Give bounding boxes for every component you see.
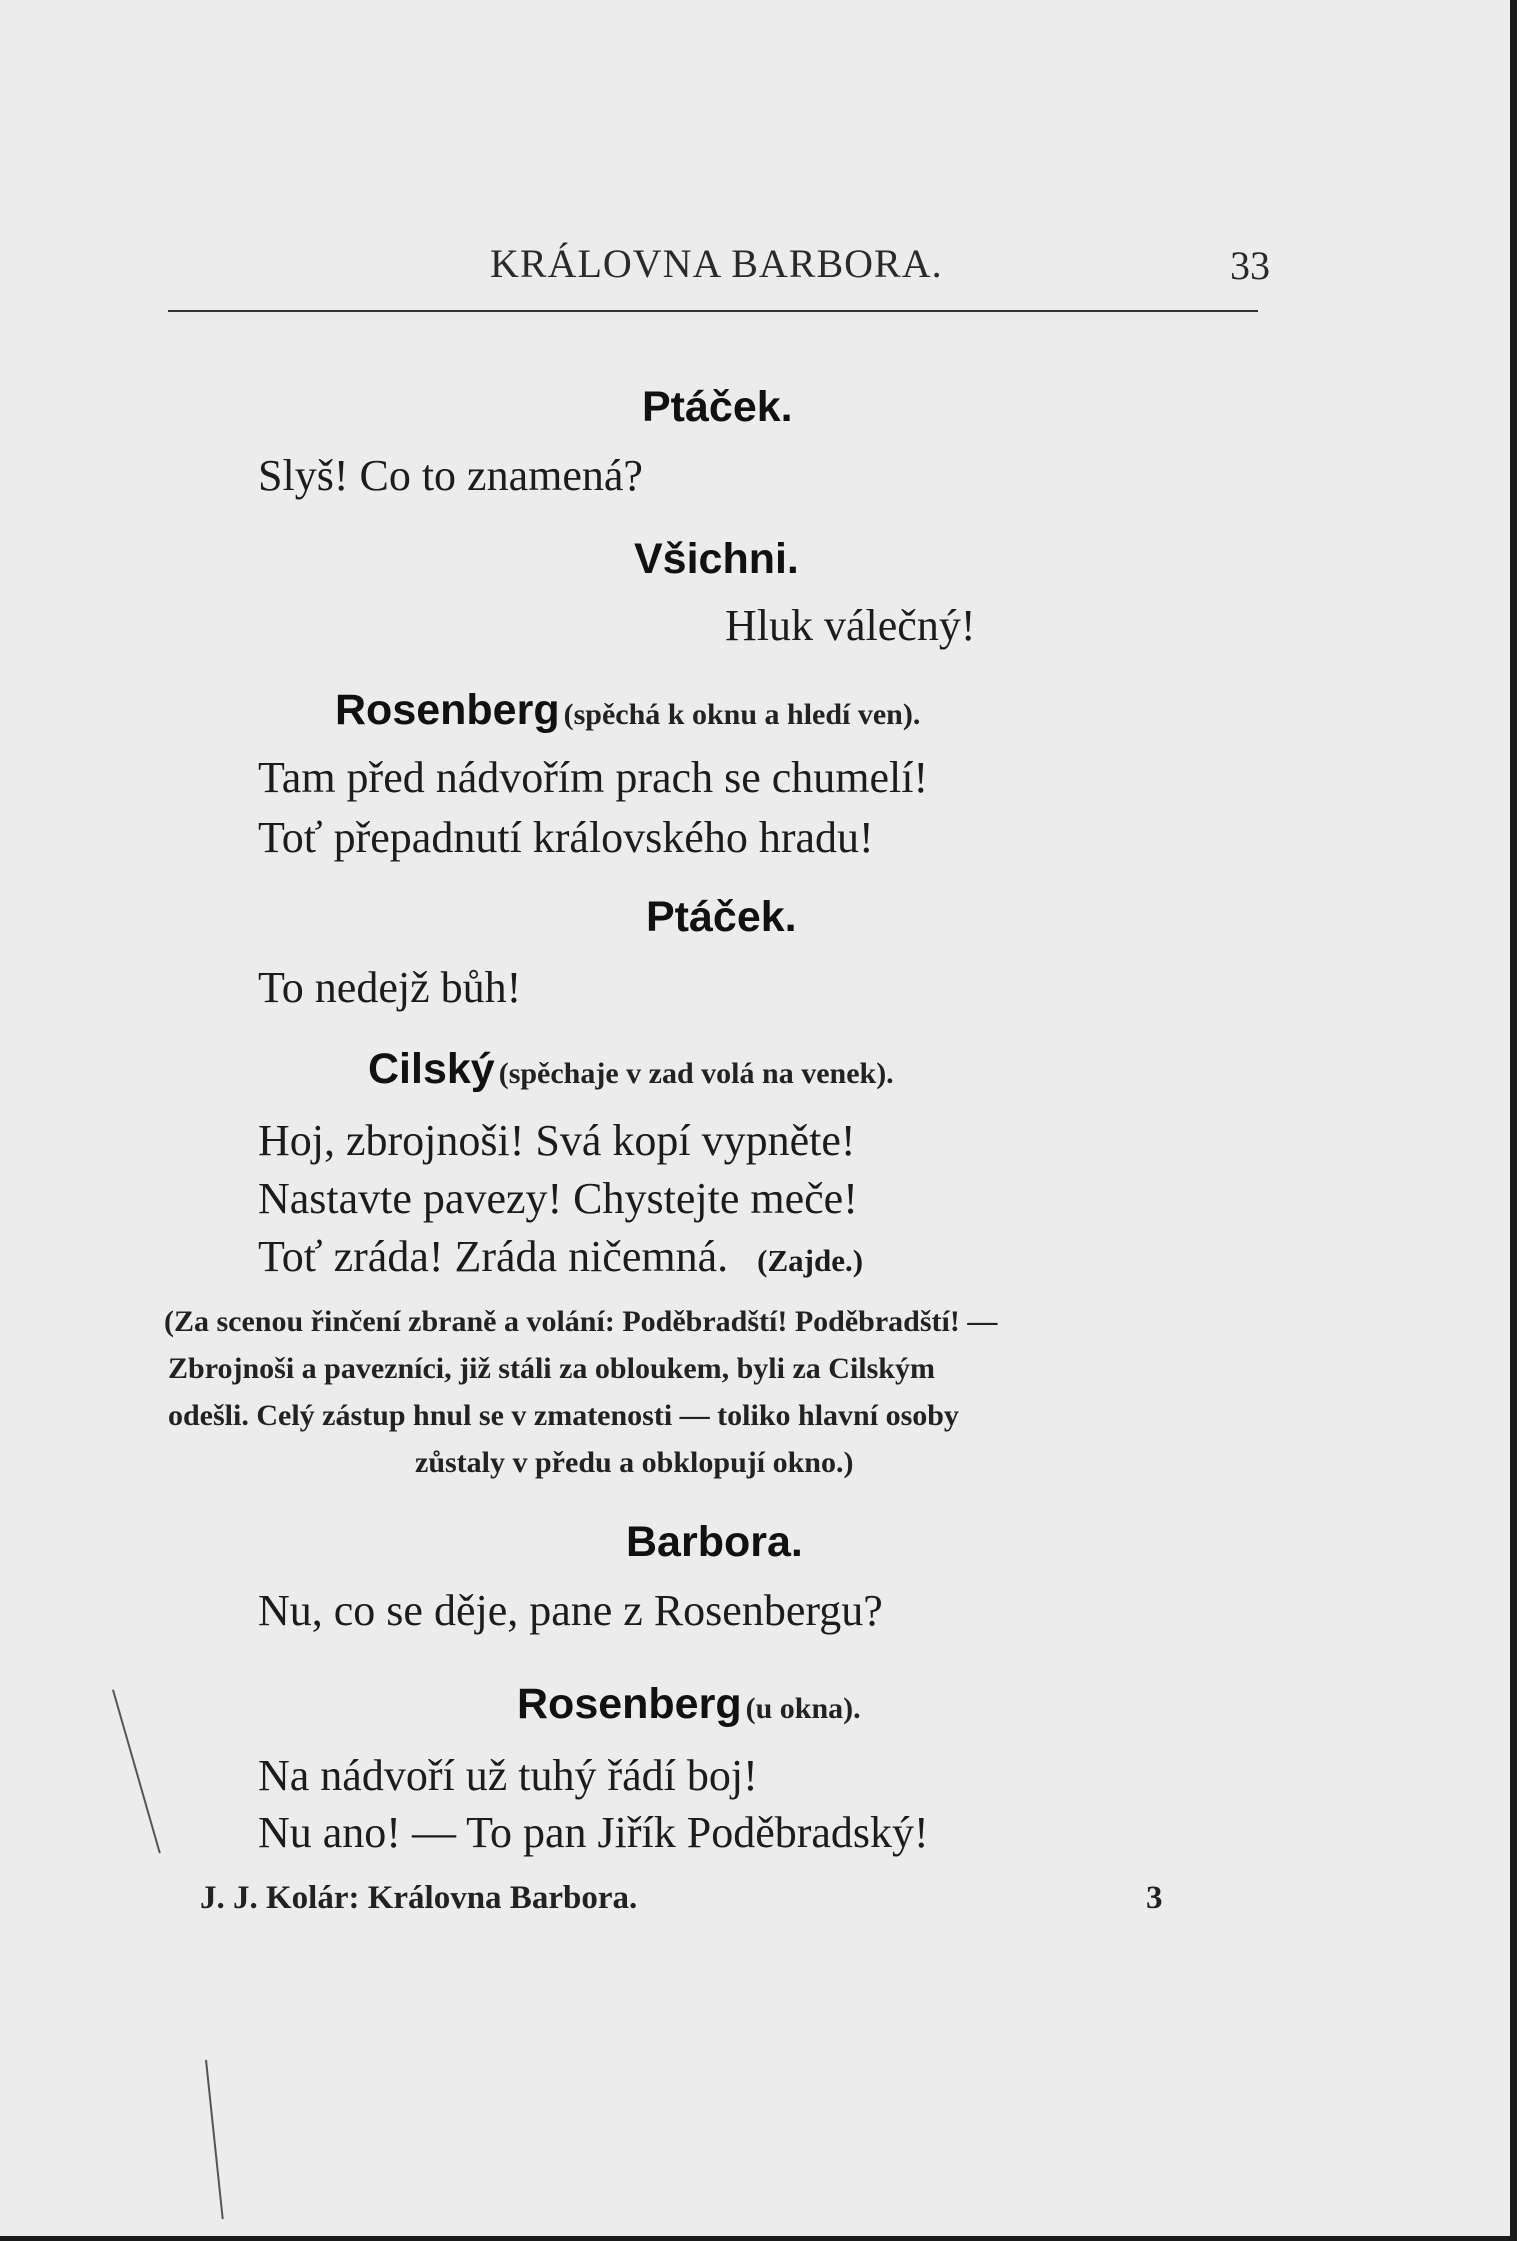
scan-artifact-line [205, 2060, 224, 2219]
speaker-name: Rosenberg [335, 686, 560, 734]
speaker-name: Všichni. [634, 535, 799, 583]
stage-direction: (spěchá k oknu a hledí ven). [563, 698, 921, 731]
speaker-name: Ptáček. [642, 383, 793, 431]
header-rule [168, 310, 1258, 312]
stage-direction-line: odešli. Celý zástup hnul se v zmatenosti — toliko hlavní osoby [168, 1399, 959, 1432]
verse-line: Hoj, zbrojnoši! Svá kopí vypněte! [258, 1116, 856, 1165]
verse-line: Nu, co se děje, pane z Rosenbergu? [258, 1586, 883, 1635]
verse-line: Slyš! Co to znamená? [258, 451, 643, 500]
running-header-title: KRÁLOVNA BARBORA. [490, 241, 943, 286]
stage-direction-line: zůstaly v předu a obklopují okno.) [415, 1446, 854, 1479]
page-number: 33 [1230, 243, 1270, 288]
verse-line: Hluk válečný! [725, 601, 976, 650]
verse-line: Nu ano! — To pan Jiřík Poděbradský! [258, 1808, 929, 1857]
verse-line: Tam před nádvořím prach se chumelí! [258, 753, 929, 802]
verse-line: Na nádvoří už tuhý řádí boj! [258, 1751, 758, 1800]
stage-direction-line: Zbrojnoši a pavezníci, již stáli za obloukem, byli za Cilským [168, 1352, 935, 1385]
speaker-heading [335, 686, 920, 735]
sheet-number: 3 [1146, 1880, 1163, 1916]
stage-direction: (spěchaje v zad volá na venek). [498, 1057, 894, 1090]
verse-line: To nedejž bůh! [258, 963, 522, 1012]
printer-signature: J. J. Kolár: Královna Barbora. [200, 1880, 638, 1916]
verse-line [258, 1231, 863, 1282]
verse-line: Toť přepadnutí královského hradu! [258, 813, 874, 862]
speaker-heading [517, 1680, 861, 1729]
speaker-name: Ptáček. [646, 893, 797, 941]
speaker-name: Cilský [368, 1045, 495, 1093]
stage-direction-line: (Za scenou řinčení zbraně a volání: Poděbradští! Poděbradští! — [164, 1305, 998, 1338]
stage-direction: (Zajde.) [757, 1243, 864, 1278]
stage-direction: (u okna). [745, 1692, 861, 1725]
scan-artifact-line [112, 1689, 161, 1853]
speaker-name: Barbora. [626, 1518, 803, 1566]
verse-line: Nastavte pavezy! Chystejte meče! [258, 1174, 858, 1223]
speaker-name: Rosenberg [517, 1680, 742, 1728]
speaker-heading [368, 1045, 894, 1094]
verse-text: Toť zráda! Zráda ničemná. [258, 1232, 729, 1281]
